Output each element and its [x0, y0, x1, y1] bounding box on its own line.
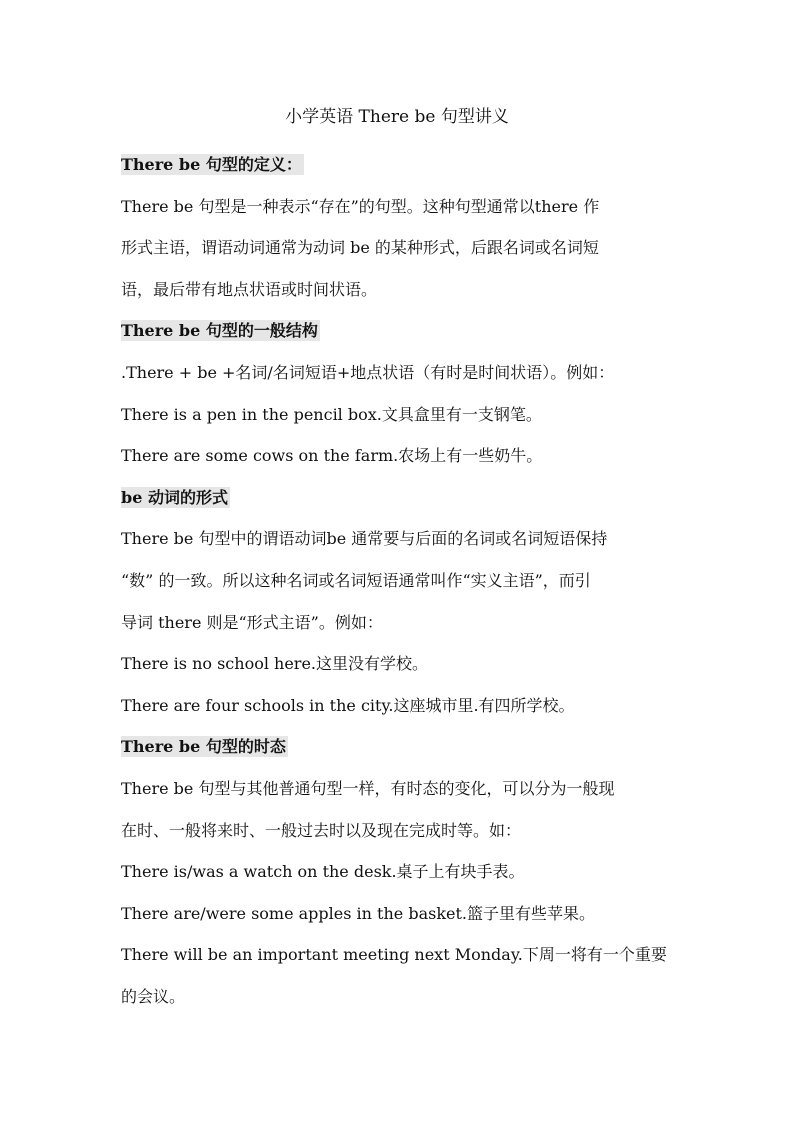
body-line: “数” 的一致。所以这种名词或名词短语通常叫作“实义主语”，而引 — [121, 570, 591, 590]
document-body — [121, 144, 681, 1017]
body-line: There be 句型中的谓语动词be 通常要与后面的名词或名词短语保持 — [121, 529, 608, 549]
body-line: 在时、一般将来时、一般过去时以及现在完成时等。如： — [121, 820, 522, 840]
section-heading-tenses: There be 句型的时态 — [121, 737, 286, 757]
body-line: There be 句型是一种表示“存在”的句型。这种句型通常以there 作 — [121, 196, 600, 216]
section-heading-structure: There be 句型的一般结构 — [121, 321, 318, 341]
example-line: There will be an important meeting next Monday.下周一将有一个重要 — [121, 945, 667, 965]
example-line: 的会议。 — [121, 986, 186, 1006]
example-line: There are/were some apples in the basket.篮子里有些苹果。 — [121, 903, 596, 923]
body-line: .There + be +名词/名词短语+地点状语（有时是时间状语）。例如： — [121, 362, 615, 382]
example-line: There is/was a watch on the desk.桌子上有块手表。 — [121, 862, 525, 882]
example-line: There is a pen in the pencil box.文具盒里有一支钢笔。 — [121, 404, 542, 424]
body-line: 形式主语，谓语动词通常为动词 be 的某种形式，后跟名词或名词短 — [121, 238, 599, 258]
body-line: 语，最后带有地点状语或时间状语。 — [121, 279, 378, 299]
example-line: There are some cows on the farm.农场上有一些奶牛。 — [121, 446, 543, 466]
document-title: 小学英语 There be 句型讲义 — [285, 107, 509, 127]
body-line: 导词 there 则是“形式主语”。例如： — [121, 612, 383, 632]
section-heading-be-forms: be 动词的形式 — [121, 487, 228, 507]
section-heading-definition: There be 句型的定义： — [121, 155, 302, 174]
example-line: There is no school here.这里没有学校。 — [121, 654, 429, 674]
body-line: There be 句型与其他普通句型一样，有时态的变化，可以分为一般现 — [121, 778, 615, 798]
example-line: There are four schools in the city.这座城市里.有四所学校。 — [121, 695, 575, 715]
